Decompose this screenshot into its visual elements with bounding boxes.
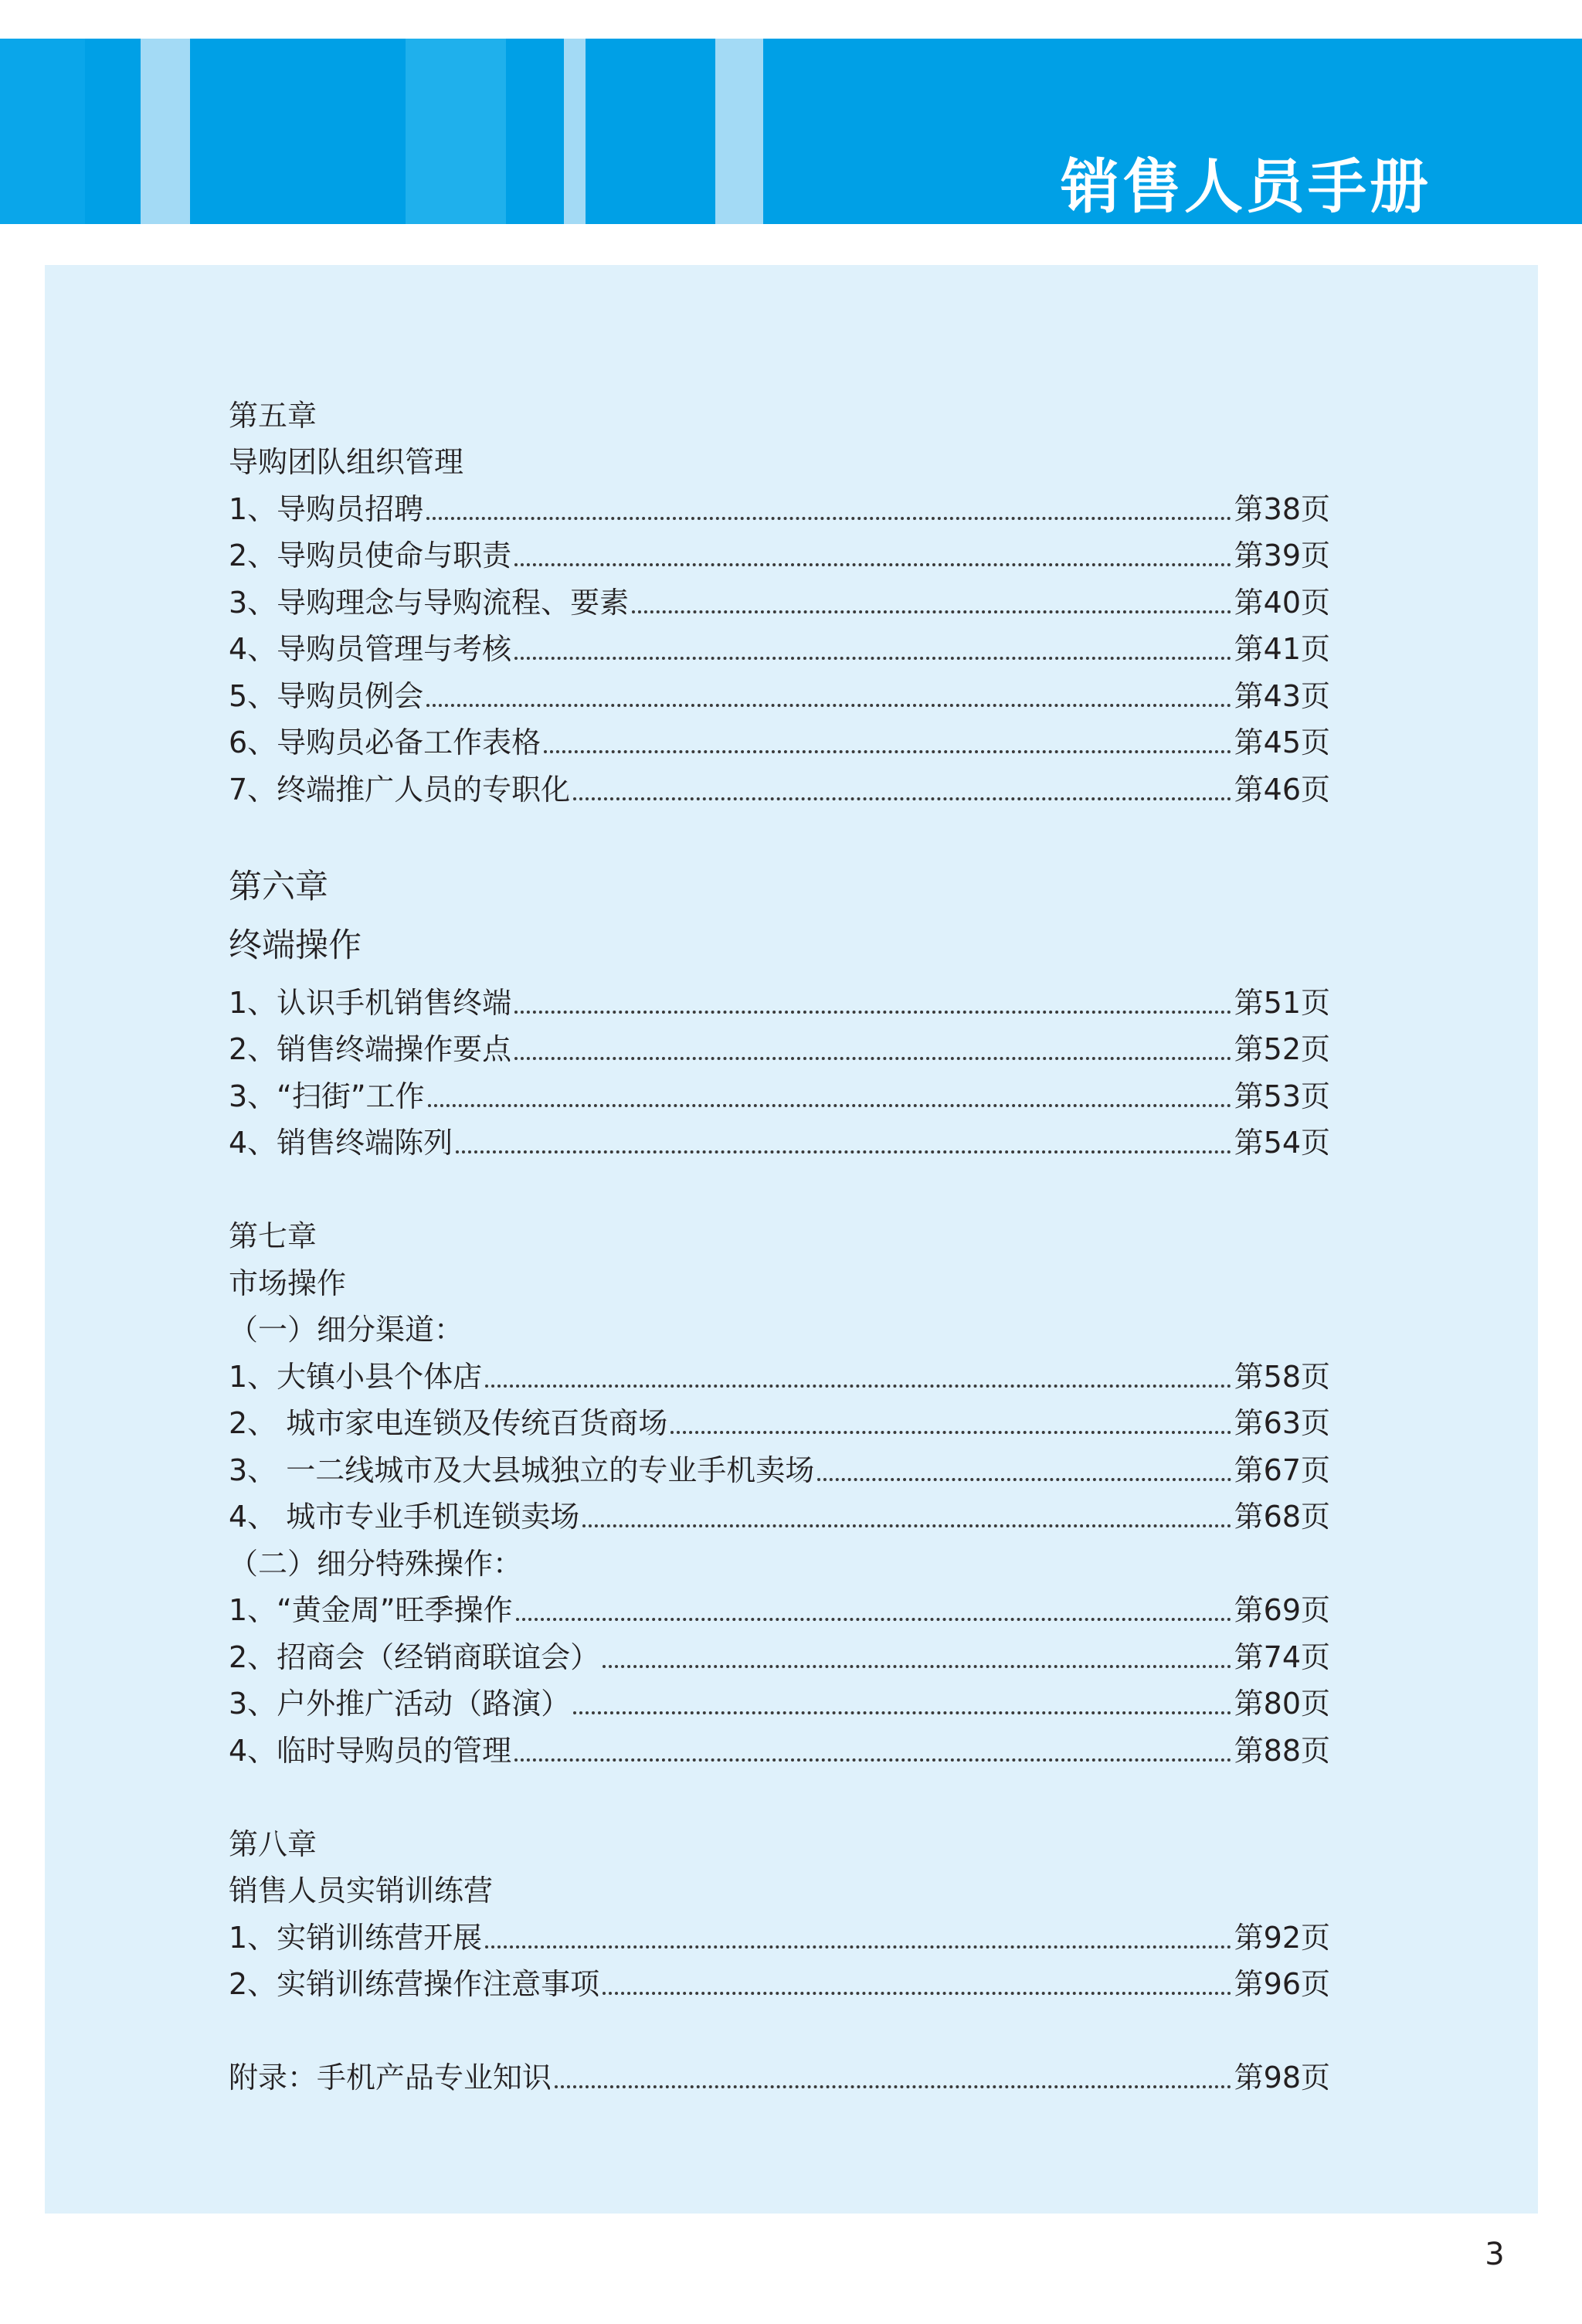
toc-entry[interactable] [229, 1449, 1330, 1492]
dot-leader [514, 657, 1231, 660]
toc-entry-page: 第38页 [1234, 492, 1330, 526]
toc-entry-label: 2、导购员使命与职责 [229, 539, 512, 573]
toc-entry[interactable] [229, 1402, 1330, 1445]
toc-entry-label: 3、导购理念与导购流程、要素 [229, 586, 630, 620]
toc-entry-page: 第98页 [1234, 2061, 1330, 2095]
dot-leader [603, 1665, 1231, 1668]
toc-entry-label: 7、终端推广人员的专职化 [229, 773, 571, 807]
toc-entry-label: 2、销售终端操作要点 [229, 1032, 512, 1066]
dot-leader [582, 1524, 1231, 1527]
toc-entry[interactable] [229, 768, 1330, 811]
toc-entry[interactable] [229, 1916, 1330, 1959]
header-band-light-3 [715, 39, 763, 224]
dot-leader [632, 610, 1231, 613]
toc-entry-page: 第52页 [1234, 1032, 1330, 1066]
toc-entry-page: 第74页 [1234, 1640, 1330, 1674]
toc-entry[interactable] [229, 488, 1330, 531]
toc-entry-label: 4、导购员管理与考核 [229, 632, 512, 666]
dot-leader [544, 750, 1231, 753]
chapter7-title: 市场操作 [229, 1266, 347, 1300]
toc-entry-page: 第63页 [1234, 1406, 1330, 1440]
toc-entry-page: 第53页 [1234, 1079, 1330, 1113]
dot-leader [516, 1618, 1231, 1621]
dot-leader [817, 1478, 1231, 1481]
header-title: 销售人员手册 [1061, 151, 1431, 221]
toc-entry-label: 2、实销训练营操作注意事项 [229, 1967, 600, 2001]
toc-entry-page: 第67页 [1234, 1453, 1330, 1487]
toc-entry-page: 第39页 [1234, 539, 1330, 573]
chapter7-heading: 第七章 [229, 1219, 317, 1253]
dot-leader [514, 1011, 1231, 1014]
toc-entry-label: 4、销售终端陈列 [229, 1126, 453, 1160]
dot-leader [426, 704, 1231, 707]
toc-entry-page: 第88页 [1234, 1734, 1330, 1768]
toc-entry-page: 第58页 [1234, 1360, 1330, 1394]
toc-entry-label: 1、导购员招聘 [229, 492, 424, 526]
toc-entry-label: 6、导购员必备工作表格 [229, 725, 541, 759]
toc-entry-page: 第69页 [1234, 1593, 1330, 1627]
toc-entry[interactable] [229, 1121, 1330, 1164]
toc-entry[interactable] [229, 1495, 1330, 1538]
toc-entry-label: 1、“黄金周”旺季操作 [229, 1593, 513, 1627]
toc-entry-page: 第80页 [1234, 1687, 1330, 1721]
header-band-light-2 [564, 39, 586, 224]
toc-entry[interactable] [229, 721, 1330, 764]
toc-entry-label: 附录：手机产品专业知识 [229, 2061, 552, 2095]
chapter6-title: 终端操作 [229, 926, 362, 965]
toc-entry[interactable] [229, 1729, 1330, 1772]
dot-leader [670, 1431, 1231, 1434]
chapter8-title: 销售人员实销训练营 [229, 1874, 494, 1908]
toc-entry[interactable] [229, 1962, 1330, 2006]
dot-leader [555, 2085, 1231, 2088]
page-number: 3 [1485, 2237, 1505, 2272]
toc-entry-page: 第96页 [1234, 1967, 1330, 2001]
toc-entry[interactable] [229, 534, 1330, 577]
dot-leader [426, 517, 1231, 520]
toc-entry-page: 第43页 [1234, 679, 1330, 713]
chapter5-title: 导购团队组织管理 [229, 445, 464, 479]
toc-entry-label: 1、大镇小县个体店 [229, 1360, 483, 1394]
toc-entry[interactable] [229, 981, 1330, 1024]
toc-entry-page: 第46页 [1234, 773, 1330, 807]
toc-entry-label: 5、导购员例会 [229, 679, 424, 713]
dot-leader [603, 1992, 1231, 1995]
dot-leader [485, 1945, 1231, 1949]
toc-entry-label: 2、 城市家电连锁及传统百货商场 [229, 1406, 668, 1440]
chapter7-subheading-2: （二）细分特殊操作： [229, 1547, 523, 1581]
dot-leader [514, 1758, 1231, 1762]
toc-entry-page: 第45页 [1234, 725, 1330, 759]
dot-leader [514, 563, 1231, 566]
toc-entry-label: 4、临时导购员的管理 [229, 1734, 512, 1768]
chapter7-subheading-1: （一）细分渠道： [229, 1313, 464, 1347]
chapter5-heading: 第五章 [229, 399, 317, 433]
toc-entry[interactable] [229, 1028, 1330, 1071]
toc-entry[interactable] [229, 1355, 1330, 1398]
dot-leader [428, 1104, 1231, 1107]
toc-entry-appendix[interactable] [229, 2056, 1330, 2099]
dot-leader [573, 797, 1231, 800]
toc-entry-label: 3、 一二线城市及大县城独立的专业手机卖场 [229, 1453, 815, 1487]
toc-entry[interactable] [229, 1588, 1330, 1632]
toc-entry-page: 第41页 [1234, 632, 1330, 666]
header-banner [0, 39, 1582, 224]
toc-entry-label: 1、实销训练营开展 [229, 1921, 483, 1955]
toc-entry-label: 3、“扫街”工作 [229, 1079, 425, 1113]
toc-entry[interactable] [229, 1075, 1330, 1118]
dot-leader [514, 1057, 1231, 1060]
toc-entry[interactable] [229, 1682, 1330, 1725]
toc-entry-page: 第92页 [1234, 1921, 1330, 1955]
toc-entry-page: 第54页 [1234, 1126, 1330, 1160]
toc-entry-label: 1、认识手机销售终端 [229, 986, 512, 1020]
toc-entry-page: 第51页 [1234, 986, 1330, 1020]
header-band-light-1 [141, 39, 190, 224]
dot-leader [485, 1385, 1231, 1388]
dot-leader [456, 1150, 1231, 1154]
toc-entry-label: 3、户外推广活动（路演） [229, 1687, 571, 1721]
chapter6-heading: 第六章 [229, 868, 328, 906]
toc-entry-label: 2、招商会（经销商联谊会） [229, 1640, 600, 1674]
dot-leader [573, 1711, 1231, 1714]
toc-entry-page: 第68页 [1234, 1500, 1330, 1534]
toc-entry[interactable] [229, 674, 1330, 718]
toc-entry[interactable] [229, 581, 1330, 624]
header-band-left [0, 39, 85, 224]
toc-entry-page: 第40页 [1234, 586, 1330, 620]
toc-entry[interactable] [229, 1636, 1330, 1679]
toc-entry[interactable] [229, 627, 1330, 671]
header-band-mid-1 [406, 39, 506, 224]
chapter8-heading: 第八章 [229, 1827, 317, 1861]
toc-entry-label: 4、 城市专业手机连锁卖场 [229, 1500, 580, 1534]
